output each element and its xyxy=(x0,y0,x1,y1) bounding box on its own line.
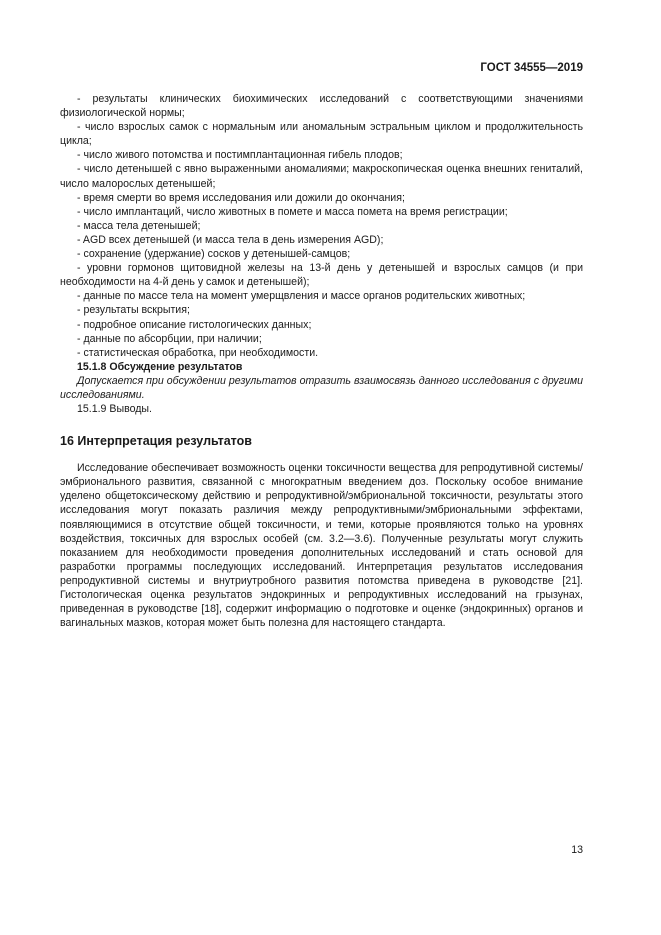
list-item: - данные по массе тела на момент умерщвления и массе органов родительских животных; xyxy=(77,290,526,303)
list-item: - AGD всех детенышей (и масса тела в день измерения AGD); xyxy=(77,233,384,246)
list-item: - результаты клинических биохимических исследований с соответствующими значениями физиологической нормы; xyxy=(60,93,583,120)
list-item: - уровни гормонов щитовидной железы на 13-й день у детенышей и взрослых самцов (и при необходимости на 4-й день у самок и детенышей); xyxy=(60,262,583,289)
page-content xyxy=(60,92,583,630)
subsection-heading-discussion: 15.1.8 Обсуждение результатов xyxy=(77,360,243,373)
conclusions-text: 15.1.9 Выводы. xyxy=(77,403,152,416)
list-item: - время смерти во время исследования или дожили до окончания; xyxy=(77,191,405,204)
interpretation-paragraph: Исследование обеспечивает возможность оценки токсичности вещества для репродутивной системы/эмбрионального развития, связанной с многократным введением доз. Поскольку особое внимание уделено общетоксическому действию и репродуктивной/эмбриональной токсичности, результаты этого исследования могут показать различия между репродуктивными/эмбриональными эффектами, появляющимися в отсутствие общей токсичности, и теми, которые проявляются только на уровнях воздействия, токсичных для взрослых особей (см. 3.2—3.6). Полученные результаты могут служить показанием для необходимости проведения дополнительных исследований и стать основой для разработки программы последующих исследований. Интерпретация результатов исследования репродуктивной системы и внутриутробного развития потомства приведена в руководстве [21]. Гистологическая оценка результатов эндокринных и репродуктивных исследований на грызунах, приведенная в руководстве [18], содержит информацию о подготовке и оценке (эндокринных) органов и вагинальных мазков, которая может быть полезна для настоящего стандарта. xyxy=(60,462,583,630)
discussion-text: Допускается при обсуждении результатов отразить взаимосвязь данного исследования с другими исследованиями. xyxy=(60,374,583,401)
section-title-interpretation: 16 Интерпретация результатов xyxy=(60,434,252,449)
list-item: - число имплантаций, число животных в помете и масса помета на время регистрации; xyxy=(77,205,508,218)
list-item: - число детенышей с явно выраженными аномалиями; макроскопическая оценка внешних гениталий, число малорослых детенышей; xyxy=(60,163,583,190)
page-number: 13 xyxy=(571,844,583,856)
document-code: ГОСТ 34555—2019 xyxy=(480,62,583,74)
results-list xyxy=(60,92,583,360)
list-item: - статистическая обработка, при необходимости. xyxy=(77,346,319,359)
list-item: - подробное описание гистологических данных; xyxy=(77,318,312,331)
list-item: - результаты вскрытия; xyxy=(77,304,190,317)
list-item: - масса тела детенышей; xyxy=(77,219,201,232)
list-item: - данные по абсорбции, при наличии; xyxy=(77,332,262,345)
list-item: - число взрослых самок с нормальным или аномальным эстральным циклом и продолжительность цикла; xyxy=(60,121,583,148)
list-item: - число живого потомства и постимплантационная гибель плодов; xyxy=(77,149,403,162)
list-item: - сохранение (удержание) сосков у детенышей-самцов; xyxy=(77,248,351,261)
